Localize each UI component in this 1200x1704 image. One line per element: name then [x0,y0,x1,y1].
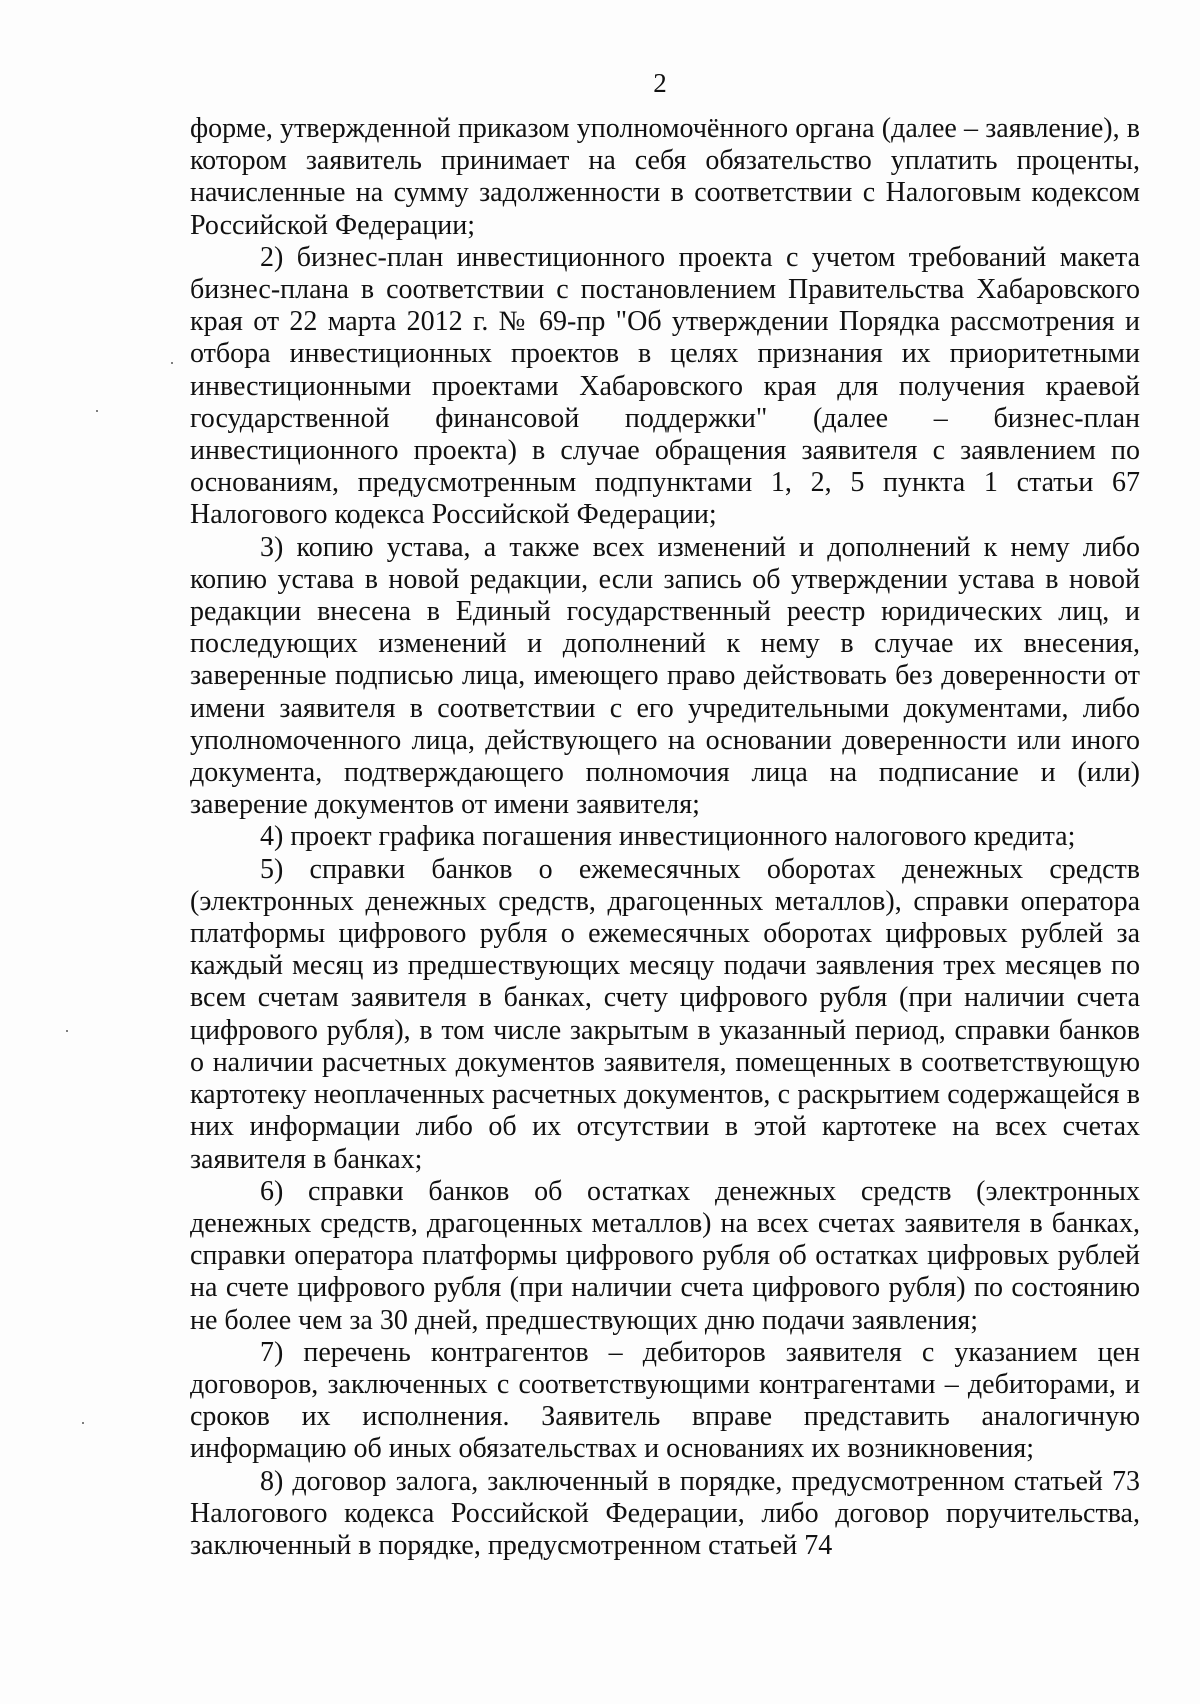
paragraph-item-8: 8) договор залога, заключенный в порядке, предусмотренном статьей 73 Налогового кодекса Российской Федерации, либо договор поручительства, заключенный в порядке, предусмотренном статьей 74 [190,1465,1140,1561]
page-number: 2 [653,68,667,98]
paragraph-item-7: 7) перечень контрагентов – дебиторов заявителя с указанием цен договоров, заключенных с соответствующими контрагентами – дебиторами, и сроков их исполнения. Заявитель вправе представить аналогичную информацию об иных обязательствах и основаниях их возникновения; [190,1336,1140,1465]
scan-speck [171,362,173,364]
document-body [190,113,1140,1562]
scan-speck [82,1422,84,1424]
paragraph-item-3: 3) копию устава, а также всех изменений и дополнений к нему либо копию устава в новой редакции, если запись об утверждении устава в новой редакции внесена в Единый государственный реестр юридических лиц, и последующих изменений и дополнений к нему в случае их внесения, заверенные подписью лица, имеющего право действовать без доверенности от имени заявителя в соответствии с его учредительными документами, либо уполномоченного лица, действующего на основании доверенности или иного документа, подтверждающего полномочия лица на подписание и (или) заверение документов от имени заявителя; [190,531,1140,821]
scan-speck [66,1030,68,1032]
paragraph-item-5: 5) справки банков о ежемесячных оборотах денежных средств (электронных денежных средств, драгоценных металлов), справки оператора платформы цифрового рубля о ежемесячных оборотах цифровых рублей за каждый месяц из предшествующих месяцу подачи заявления трех месяцев по всем счетам заявителя в банках, счету цифрового рубля (при наличии счета цифрового рубля), в том числе закрытым в указанный период, справки банков о наличии расчетных документов заявителя, помещенных в соответствующую картотеку неоплаченных расчетных документов, с раскрытием содержащейся в них информации либо об их отсутствии в этой картотеке на всех счетах заявителя в банках; [190,853,1140,1175]
paragraph-item-4: 4) проект графика погашения инвестиционного налогового кредита; [260,821,1076,853]
paragraph-item-6: 6) справки банков об остатках денежных средств (электронных денежных средств, драгоценных металлов) на всех счетах заявителя в банках, справки оператора платформы цифрового рубля об остатках цифровых рублей на счете цифрового рубля (при наличии счета цифрового рубля) по состоянию не более чем за 30 дней, предшествующих дню подачи заявления; [190,1175,1140,1336]
paragraph-continuation: форме, утвержденной приказом уполномочённого органа (далее – заявление), в котором заявитель принимает на себя обязательство уплатить проценты, начисленные на сумму задолженности в соответствии с Налоговым кодексом Российской Федерации; [190,113,1140,241]
scan-speck [96,410,98,412]
paragraph-item-2: 2) бизнес-план инвестиционного проекта с учетом требований макета бизнес-плана в соответствии с постановлением Правительства Хабаровского края от 22 марта 2012 г. № 69-пр "Об утверждении Порядка рассмотрения и отбора инвестиционных проектов в целях признания их приоритетными инвестиционными проектами Хабаровского края для получения краевой государственной финансовой поддержки" (далее – бизнес-план инвестиционного проекта) в случае обращения заявителя с заявлением по основаниям, предусмотренным подпунктами 1, 2, 5 пункта 1 статьи 67 Налогового кодекса Российской Федерации; [190,241,1140,531]
